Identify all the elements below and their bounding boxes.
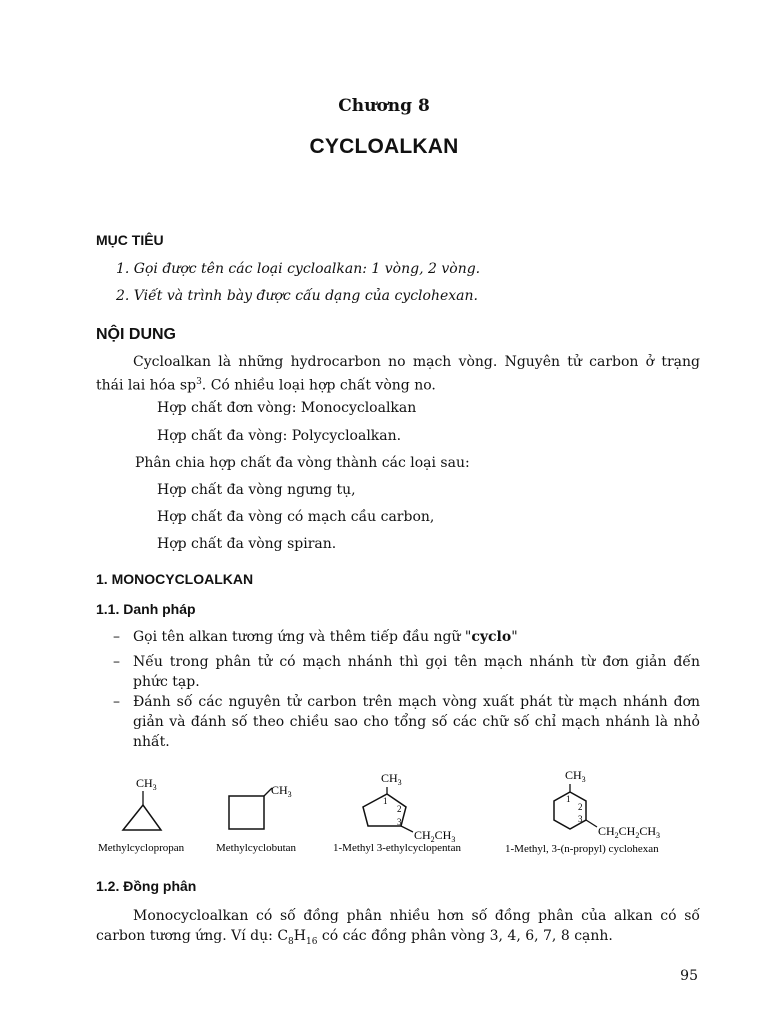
page-number: 95 <box>680 968 698 984</box>
intro-paragraph: Cycloalkan là những hydrocarbon no mạch vòng. Nguyên tử carbon ở trạng thái lai hóa $sp^3$. Có nhiều loại hợp chất vòng no. <box>96 354 700 394</box>
svg-text:2: 2 <box>578 802 583 812</box>
methylcyclobutan-structure <box>216 783 297 854</box>
ch3-label-3: $CH_3$ <box>381 771 402 787</box>
rule-bullet-3: – Đánh số các nguyên tử carbon trên mạch vòng xuất phát từ mạch nhánh đơn giản và đánh số theo chiều sao cho tổng số các chữ số chỉ mạch nhánh là nhỏ nhất. <box>113 694 700 750</box>
caption-methylcyclopropan: Methylcyclopropan <box>98 842 185 854</box>
type-item-3: Hợp chất đa vòng spiran. <box>157 536 337 552</box>
poly-line: Hợp chất đa vòng: Polycycloalkan. <box>157 428 402 444</box>
methylcyclopropan-structure <box>98 776 185 854</box>
classify-line: Phân chia hợp chất đa vòng thành các loại sau: <box>135 455 470 471</box>
content-heading: NỘI DUNG <box>96 326 176 343</box>
svg-text:2: 2 <box>397 804 402 814</box>
methyl-ethylcyclopentan-structure <box>333 771 461 854</box>
chapter-label: Chương 8 <box>338 96 430 116</box>
objective-item-1: 1. Gọi được tên các loại cycloalkan: 1 vòng, 2 vòng. <box>116 261 481 277</box>
chapter-title: CYCLOALKAN <box>309 135 459 158</box>
type-item-2: Hợp chất đa vòng có mạch cầu carbon, <box>157 509 435 525</box>
ch3-label-2: $CH_3$ <box>271 783 292 799</box>
propyl-label: $CH_2CH_2CH_3$ <box>598 824 661 840</box>
rule-bullet-2: – Nếu trong phân tử có mạch nhánh thì gọi tên mạch nhánh từ đơn giản đến phức tạp. <box>113 654 700 690</box>
caption-methylcyclobutan: Methylcyclobutan <box>216 842 297 854</box>
caption-methyl-propylcyclohexan: 1-Methyl, 3-(n-propyl) cyclohexan <box>505 843 659 855</box>
type-item-1: Hợp chất đa vòng ngưng tụ, <box>157 482 356 498</box>
isomer-paragraph: Monocycloalkan có số đồng phân nhiều hơn số đồng phân của alkan có số carbon tương ứng. Ví dụ: $C_8H_{16}$ có các đồng phân vòng 3, 4, 6, 7, 8 cạnh. <box>96 908 700 947</box>
section1-heading: 1. MONOCYCLOALKAN <box>96 571 254 587</box>
subsection-isomer-heading: 1.2. Đồng phân <box>96 878 197 894</box>
ethyl-label: $CH_2CH_3$ <box>414 828 456 844</box>
rule-bullet-1: – Gọi tên alkan tương ứng và thêm tiếp đầu ngữ "cyclo" <box>113 629 518 645</box>
cyclopropane-ring <box>123 805 161 830</box>
methyl-propylcyclohexan-structure <box>505 768 660 855</box>
caption-methyl-ethylcyclopentan: 1-Methyl 3-ethylcyclopentan <box>333 842 461 854</box>
cyclobutane-ring <box>229 796 264 829</box>
subsection-nomenclature-heading: 1.1. Danh pháp <box>96 601 196 617</box>
objective-item-2: 2. Viết và trình bày được cấu dạng của cyclohexan. <box>116 288 478 304</box>
ch3-label-4: $CH_3$ <box>565 768 586 784</box>
svg-text:1: 1 <box>383 796 388 806</box>
svg-text:3: 3 <box>578 814 583 824</box>
objectives-heading: MỤC TIÊU <box>96 232 164 248</box>
ch3-label-1: $CH_3$ <box>136 776 157 792</box>
svg-text:1: 1 <box>566 794 571 804</box>
structure-figure <box>0 760 768 865</box>
svg-text:3: 3 <box>397 817 402 827</box>
mono-line: Hợp chất đơn vòng: Monocycloalkan <box>157 400 417 416</box>
